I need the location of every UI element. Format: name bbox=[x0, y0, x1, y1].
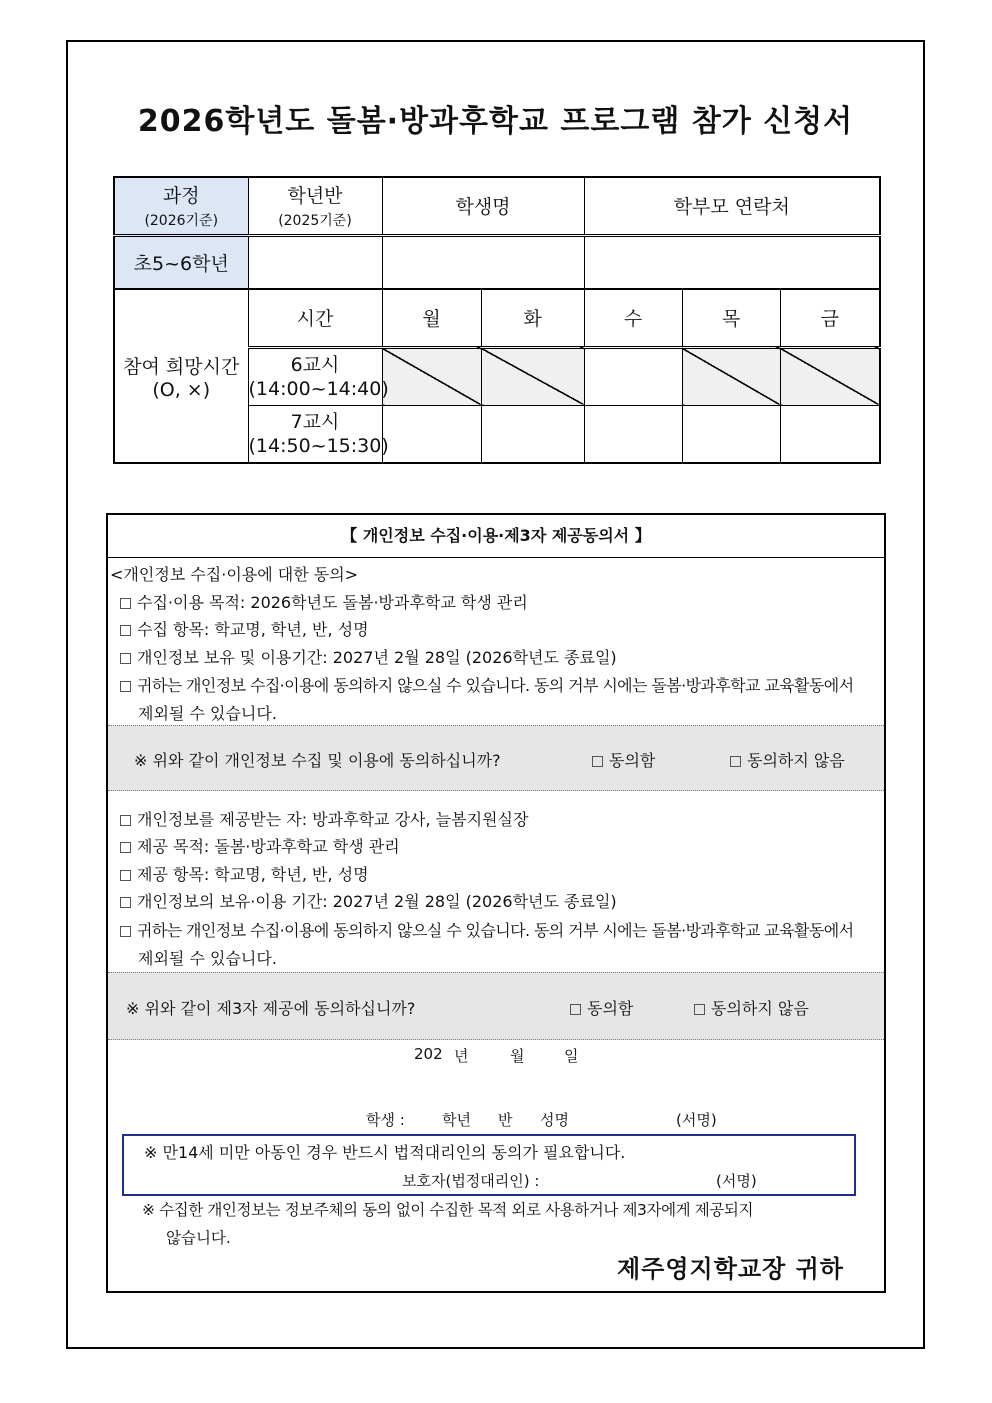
period-7-thu-cell[interactable] bbox=[682, 405, 780, 463]
section1-item-period: 개인정보 보유 및 이용기간: 2027년 2월 28일 (2026학년도 종료일) bbox=[120, 645, 617, 668]
checkbox-icon bbox=[120, 926, 131, 937]
consent-header: 【 개인정보 수집·이용·제3자 제공동의서 】 bbox=[108, 515, 884, 558]
period-6-time: (14:00~14:40) bbox=[248, 377, 389, 400]
section2-continuation: 제외될 수 있습니다. bbox=[138, 949, 277, 968]
section1-item-fields: 수집 항목: 학교명, 학년, 반, 성명 bbox=[120, 617, 369, 640]
question2-text: ※ 위와 같이 제3자 제공에 동의하십니까? bbox=[126, 999, 416, 1018]
period-6-mon-cell bbox=[382, 347, 481, 405]
date-year: 202 bbox=[414, 1045, 443, 1063]
minor-notice: ※ 만14세 미만 아동인 경우 반드시 법적대리인의 동의가 필요합니다. bbox=[144, 1143, 626, 1162]
consent-form bbox=[106, 513, 886, 1293]
section2-item-period: 개인정보의 보유·이용 기간: 2027년 2월 28일 (2026학년도 종료일) bbox=[120, 889, 617, 912]
time-wish-cell bbox=[114, 289, 248, 463]
period-7-mon-cell[interactable] bbox=[382, 405, 481, 463]
period-7-name: 7교시 bbox=[290, 410, 340, 433]
section1-item-purpose: 수집·이용 목적: 2026학년도 돌봄·방과후학교 학생 관리 bbox=[120, 590, 528, 613]
parent-contact-header: 학부모 연락처 bbox=[584, 177, 880, 235]
day-header-fri: 금 bbox=[780, 289, 880, 347]
student-sign-label: 학생 : bbox=[366, 1111, 405, 1129]
date-year-unit: 년 bbox=[454, 1047, 469, 1065]
checkbox-icon bbox=[120, 870, 131, 881]
guardian-sign-mark: (서명) bbox=[716, 1172, 757, 1190]
date-day-unit: 일 bbox=[564, 1047, 579, 1065]
checkbox-icon[interactable] bbox=[570, 1004, 581, 1015]
student-name-header: 학생명 bbox=[382, 177, 584, 235]
receiver-line: 제주영지학교장 귀하 bbox=[616, 1255, 844, 1283]
time-wish-note: (O, ×) bbox=[152, 378, 211, 401]
student-sign-mark: (서명) bbox=[676, 1111, 717, 1129]
application-table bbox=[113, 176, 881, 464]
period-6-fri-cell bbox=[780, 347, 880, 405]
grade-note: (2025기준) bbox=[278, 213, 352, 230]
grade-label: 학년반 bbox=[287, 185, 343, 208]
privacy-notice-line2: 않습니다. bbox=[166, 1229, 231, 1247]
student-sign-grade: 학년 bbox=[442, 1111, 471, 1129]
privacy-notice-line1: ※ 수집한 개인정보는 정보주체의 동의 없이 수집한 목적 외로 사용하거나 제3자에게 제공되지 bbox=[142, 1201, 754, 1219]
section1-continuation: 제외될 수 있습니다. bbox=[138, 704, 277, 723]
parent-contact-field[interactable] bbox=[584, 235, 880, 289]
question1-disagree-option[interactable]: 동의하지 않음 bbox=[730, 748, 845, 771]
day-header-tue: 화 bbox=[481, 289, 584, 347]
day-header-thu: 목 bbox=[682, 289, 780, 347]
checkbox-icon bbox=[120, 598, 131, 609]
period-7-fri-cell[interactable] bbox=[780, 405, 880, 463]
section1-item-refusal: 귀하는 개인정보 수집·이용에 동의하지 않으실 수 있습니다. 동의 거부 시에는 돌봄·방과후학교 교육활동에서 bbox=[120, 673, 853, 696]
question2-agree-option[interactable]: 동의함 bbox=[570, 996, 633, 1019]
checkbox-icon bbox=[120, 681, 131, 692]
student-sign-name: 성명 bbox=[540, 1111, 569, 1129]
checkbox-icon bbox=[120, 897, 131, 908]
question2-band bbox=[108, 972, 884, 1040]
section2-item-refusal: 귀하는 개인정보 수집·이용에 동의하지 않으실 수 있습니다. 동의 거부 시에는 돌봄·방과후학교 교육활동에서 bbox=[120, 918, 853, 941]
course-note: (2026기준) bbox=[144, 213, 219, 230]
checkbox-icon[interactable] bbox=[592, 756, 603, 767]
student-name-field[interactable] bbox=[382, 235, 584, 289]
checkbox-icon[interactable] bbox=[730, 756, 741, 767]
period-6-wed-cell[interactable] bbox=[584, 347, 682, 405]
period-6-label bbox=[248, 347, 389, 405]
question1-text: ※ 위와 같이 개인정보 수집 및 이용에 동의하십니까? bbox=[134, 751, 501, 770]
checkbox-icon bbox=[120, 842, 131, 853]
course-header bbox=[114, 177, 248, 235]
section2-item-fields: 제공 항목: 학교명, 학년, 반, 성명 bbox=[120, 862, 369, 885]
student-sign-class: 반 bbox=[498, 1111, 513, 1129]
section2-item-purpose: 제공 목적: 돌봄·방과후학교 학생 관리 bbox=[120, 834, 400, 857]
period-7-label bbox=[248, 405, 389, 463]
checkbox-icon bbox=[120, 653, 131, 664]
period-6-name: 6교시 bbox=[290, 353, 340, 376]
question2-disagree-option[interactable]: 동의하지 않음 bbox=[694, 996, 809, 1019]
period-7-tue-cell[interactable] bbox=[481, 405, 584, 463]
grade-class-field[interactable] bbox=[248, 235, 382, 289]
checkbox-icon bbox=[120, 815, 131, 826]
period-6-thu-cell bbox=[682, 347, 780, 405]
question1-agree-option[interactable]: 동의함 bbox=[592, 748, 655, 771]
course-label: 과정 bbox=[162, 185, 200, 208]
period-6-tue-cell bbox=[481, 347, 584, 405]
checkbox-icon bbox=[120, 625, 131, 636]
section1-title: <개인정보 수집·이용에 대한 동의> bbox=[110, 565, 359, 584]
date-month-unit: 월 bbox=[510, 1047, 525, 1065]
guardian-consent-box bbox=[122, 1134, 856, 1196]
time-header: 시간 bbox=[248, 289, 382, 347]
guardian-label: 보호자(법정대리인) : bbox=[402, 1172, 540, 1190]
day-header-mon: 월 bbox=[382, 289, 481, 347]
page-title: 2026학년도 돌봄·방과후학교 프로그램 참가 신청서 bbox=[137, 104, 854, 139]
checkbox-icon[interactable] bbox=[694, 1004, 705, 1015]
time-wish-label: 참여 희망시간 bbox=[123, 355, 240, 378]
period-7-wed-cell[interactable] bbox=[584, 405, 682, 463]
period-7-time: (14:50~15:30) bbox=[248, 434, 389, 457]
day-header-wed: 수 bbox=[584, 289, 682, 347]
section2-item-recipient: 개인정보를 제공받는 자: 방과후학교 강사, 늘봄지원실장 bbox=[120, 807, 528, 830]
grade-header bbox=[248, 177, 382, 235]
question1-band bbox=[108, 725, 884, 791]
course-value: 초5~6학년 bbox=[114, 235, 248, 289]
